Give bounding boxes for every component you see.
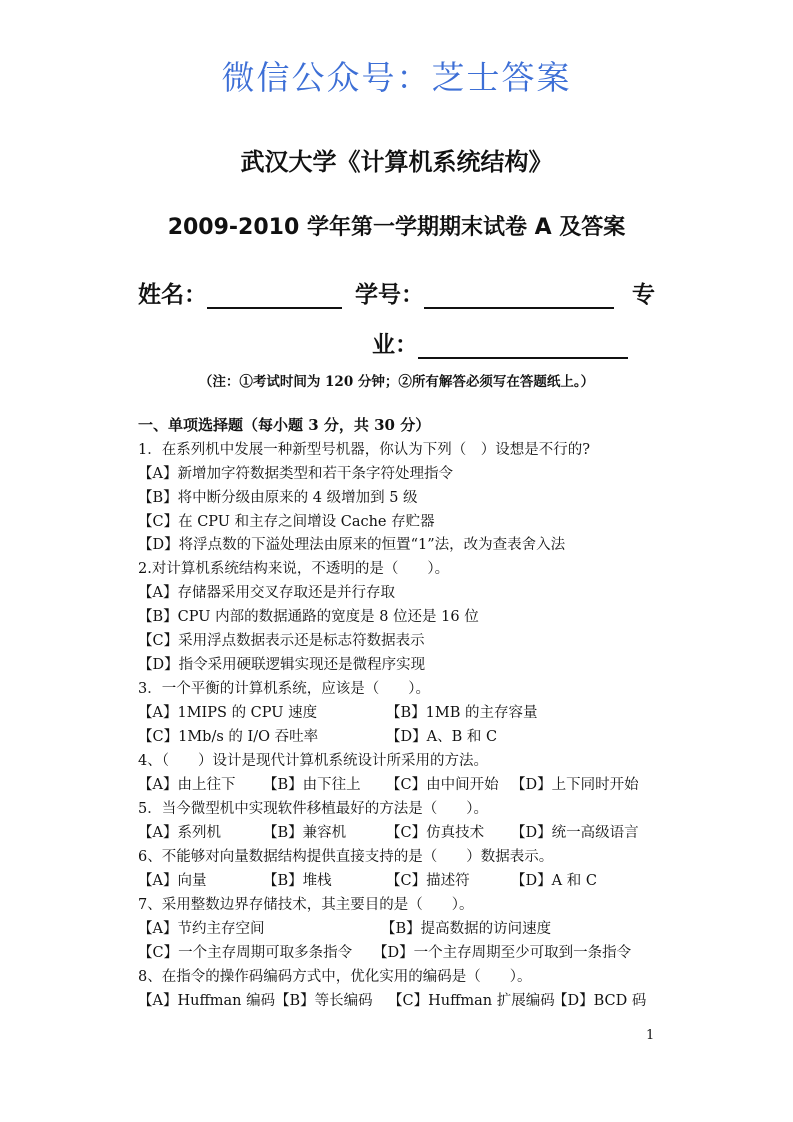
question-stem: 6、不能够对向量数据结构提供直接支持的是（ ）数据表示。 [138, 849, 554, 865]
option: 【D】将浮点数的下溢处理法由原来的恒置“1”法，改为查表舍入法 [138, 537, 566, 553]
major-label-part1: 专 [632, 282, 655, 308]
option: 【C】Huffman 扩展编码 [388, 993, 555, 1009]
question-stem: 7、采用整数边界存储技术，其主要目的是（ ）。 [138, 897, 474, 913]
option: 【A】存储器采用交叉存取还是并行存取 [138, 585, 395, 601]
option: 【A】节约主存空间 [138, 921, 265, 937]
option: 【A】由上往下 [138, 777, 236, 793]
student-id-blank [424, 283, 614, 309]
option: 【C】仿真技术 [386, 825, 485, 841]
option: 【A】新增加字符数据类型和若干条字符处理指令 [138, 466, 453, 482]
major-label-part2: 业： [372, 332, 418, 358]
option: 【C】由中间开始 [386, 777, 499, 793]
name-field [138, 276, 342, 309]
option: 【B】将中断分级由原来的 4 级增加到 5 级 [138, 490, 418, 506]
option: 【B】等长编码 [275, 993, 373, 1009]
option: 【A】1MIPS 的 CPU 速度 [138, 705, 318, 721]
exam-note: （注：①考试时间为 120 分钟；②所有解答必须写在答题纸上。） [198, 374, 595, 390]
option: 【C】在 CPU 和主存之间增设 Cache 存贮器 [138, 514, 435, 530]
option: 【C】一个主存周期可取多条指令 [138, 945, 353, 961]
question-stem: 2.对计算机系统结构来说，不透明的是（ ）。 [138, 561, 450, 577]
major-blank [418, 333, 628, 359]
option: 【A】向量 [138, 873, 207, 889]
option: 【D】BCD 码 [553, 993, 647, 1009]
option: 【D】指令采用硬联逻辑实现还是微程序实现 [138, 657, 426, 673]
section-heading: 一、单项选择题（每小题 3 分，共 30 分） [138, 416, 431, 434]
document-title: 武汉大学《计算机系统结构》 [240, 148, 553, 176]
option: 【A】系列机 [138, 825, 221, 841]
option: 【B】提高数据的访问速度 [381, 921, 552, 937]
option: 【B】由下往上 [263, 777, 361, 793]
name-blank [207, 283, 342, 309]
option: 【D】上下同时开始 [511, 777, 639, 793]
option: 【A】Huffman 编码 [138, 993, 276, 1009]
question-stem: 1．在系列机中发展一种新型号机器，你认为下列（ ）设想是不行的? [138, 442, 590, 458]
option: 【D】统一高级语言 [511, 825, 639, 841]
option: 【B】CPU 内部的数据通路的宽度是 8 位还是 16 位 [138, 609, 479, 625]
option: 【D】A、B 和 C [386, 729, 498, 745]
page-number: 1 [646, 1028, 655, 1043]
option: 【D】一个主存周期至少可取到一条指令 [373, 945, 632, 961]
question-stem: 4、（ ）设计是现代计算机系统设计所采用的方法。 [138, 753, 488, 769]
question-stem: 3．一个平衡的计算机系统，应该是（ ）。 [138, 681, 430, 697]
student-id-field [355, 276, 614, 309]
option: 【B】兼容机 [263, 825, 347, 841]
option: 【C】采用浮点数据表示还是标志符数据表示 [138, 633, 425, 649]
option: 【D】A 和 C [511, 873, 597, 889]
watermark: 微信公众号：芝士答案 [221, 58, 572, 97]
question-stem: 5．当今微型机中实现软件移植最好的方法是（ ）。 [138, 801, 488, 817]
option: 【B】1MB 的主存容量 [386, 705, 538, 721]
name-label: 姓名： [138, 282, 207, 308]
student-id-label: 学号： [355, 282, 424, 308]
major-field [372, 326, 628, 359]
option: 【C】1Mb/s 的 I/O 吞吐率 [138, 729, 319, 745]
option: 【B】堆栈 [263, 873, 332, 889]
option: 【C】描述符 [386, 873, 470, 889]
document-subtitle: 2009-2010 学年第一学期期末试卷 A 及答案 [167, 215, 626, 240]
question-stem: 8、在指令的操作码编码方式中，优化实用的编码是（ ）。 [138, 969, 532, 985]
